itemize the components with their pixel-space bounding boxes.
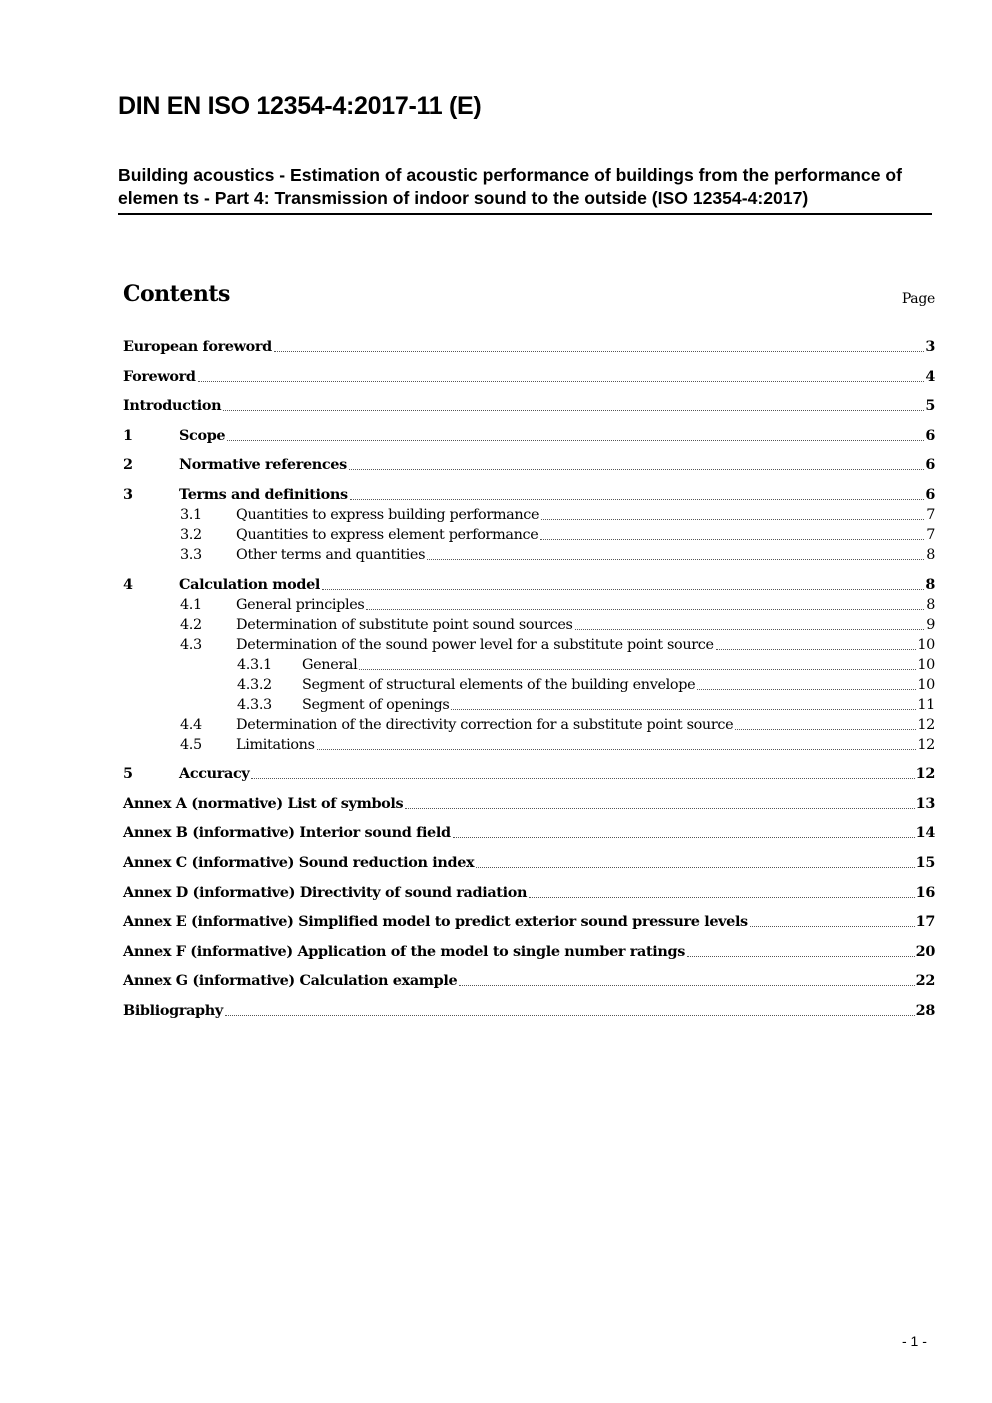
- toc-entry-text: Annex B (informative) Interior sound field: [123, 824, 451, 842]
- toc-entry-text: Annex A (normative) List of symbols: [123, 794, 404, 812]
- dot-leader: [716, 648, 917, 650]
- toc-entry-text: Determination of substitute point sound sources: [236, 616, 573, 633]
- dot-leader: [697, 688, 916, 690]
- toc-entry-text: Determination of the directivity correction for a substitute point source: [236, 716, 734, 733]
- toc-entry-number: 4.2: [180, 616, 202, 633]
- dot-leader: [575, 628, 924, 630]
- toc-entry[interactable]: [123, 484, 935, 504]
- dot-leader: [687, 955, 915, 957]
- toc-entry-number: 3.1: [180, 506, 202, 523]
- dot-leader: [223, 409, 924, 411]
- toc-entry-annex[interactable]: [123, 852, 935, 872]
- toc-entry-page: 4: [925, 367, 935, 385]
- toc-subentry[interactable]: [123, 544, 935, 564]
- toc-entry-number: 2: [123, 456, 133, 474]
- dot-leader: [405, 807, 914, 809]
- toc-entry-page: 6: [925, 456, 935, 474]
- toc-entry-number: 4.5: [180, 736, 202, 753]
- toc-entry-page: 20: [915, 942, 935, 960]
- toc-entry-annex[interactable]: [123, 793, 935, 813]
- toc-subentry[interactable]: [123, 594, 935, 614]
- toc-entry-annex[interactable]: [123, 911, 935, 931]
- toc-entry-bibliography[interactable]: [123, 1000, 935, 1020]
- toc-subentry[interactable]: [123, 734, 935, 754]
- dot-leader: [540, 538, 924, 540]
- toc-subsubentry[interactable]: [123, 674, 935, 694]
- dot-leader: [735, 728, 916, 730]
- dot-leader: [541, 518, 924, 520]
- toc-entry-text: Annex G (informative) Calculation example: [123, 972, 458, 990]
- page-column-label: Page: [901, 291, 935, 307]
- toc-entry[interactable]: [123, 425, 935, 445]
- toc-entry-text: Foreword: [123, 367, 196, 385]
- dot-leader: [350, 498, 924, 500]
- toc-entry-number: 3.3: [180, 546, 202, 563]
- dot-leader: [198, 380, 924, 382]
- toc-entry[interactable]: [123, 336, 935, 356]
- dot-leader: [251, 777, 914, 779]
- dot-leader: [225, 1014, 915, 1016]
- toc-entry-text: European foreword: [123, 338, 272, 355]
- toc-entry-annex[interactable]: [123, 882, 935, 902]
- toc-entry-number: 4.1: [180, 596, 202, 613]
- toc-entry-number: 4.3.1: [237, 656, 272, 673]
- toc-entry-page: 28: [915, 1001, 935, 1019]
- toc-entry-page: 6: [925, 485, 935, 503]
- table-of-contents: [123, 336, 935, 1020]
- toc-entry-text: Normative references: [179, 456, 347, 474]
- dot-leader: [359, 668, 916, 670]
- toc-entry-page: 8: [925, 575, 935, 593]
- toc-entry-number: 4.3: [180, 636, 202, 653]
- toc-entry-page: 17: [915, 913, 935, 931]
- dot-leader: [349, 468, 924, 470]
- toc-entry-number: 4: [123, 575, 133, 593]
- toc-entry-page: 11: [917, 696, 935, 713]
- toc-subentry[interactable]: [123, 634, 935, 654]
- document-subtitle: Building acoustics - Estimation of acoustic performance of buildings from the performance of elemen ts - Part 4: Transmission of indoor sound to the outside (ISO 12354-4:2017): [118, 164, 932, 215]
- toc-entry-text: Accuracy: [179, 765, 250, 783]
- dot-leader: [459, 984, 914, 986]
- toc-entry-page: 10: [917, 656, 935, 673]
- toc-entry-number: 4.4: [180, 716, 202, 733]
- toc-entry-page: 22: [915, 972, 935, 990]
- toc-entry-page: 8: [926, 546, 935, 563]
- toc-entry-page: 16: [915, 883, 935, 901]
- toc-entry[interactable]: [123, 574, 935, 594]
- toc-entry-page: 7: [926, 526, 935, 543]
- toc-entry-text: Segment of structural elements of the building envelope: [302, 676, 696, 693]
- toc-entry-annex[interactable]: [123, 941, 935, 961]
- dot-leader: [529, 896, 915, 898]
- toc-entry[interactable]: [123, 395, 935, 415]
- toc-entry-text: Annex E (informative) Simplified model to predict exterior sound pressure levels: [123, 913, 748, 931]
- toc-entry-text: Calculation model: [179, 575, 321, 593]
- toc-entry-text: Annex F (informative) Application of the model to single number ratings: [123, 942, 686, 960]
- toc-entry[interactable]: [123, 366, 935, 386]
- toc-entry-text: Quantities to express building performance: [236, 506, 540, 523]
- toc-entry-text: Annex C (informative) Sound reduction index: [123, 853, 475, 871]
- toc-entry-text: Determination of the sound power level for a substitute point source: [236, 636, 714, 653]
- toc-entry-number: 5: [123, 765, 133, 783]
- toc-entry-text: Quantities to express element performance: [236, 526, 539, 543]
- toc-entry-text: Limitations: [236, 736, 315, 753]
- toc-entry[interactable]: [123, 454, 935, 474]
- toc-entry-text: Annex D (informative) Directivity of sound radiation: [123, 883, 528, 901]
- dot-leader: [453, 836, 915, 838]
- dot-leader: [322, 588, 924, 590]
- toc-entry-page: 13: [915, 794, 935, 812]
- dot-leader: [750, 925, 915, 927]
- toc-entry-page: 12: [915, 765, 935, 783]
- toc-entry-page: 12: [917, 716, 935, 733]
- toc-subentry[interactable]: [123, 504, 935, 524]
- dot-leader: [451, 708, 916, 710]
- toc-entry-page: 10: [917, 676, 935, 693]
- toc-entry-text: Other terms and quantities: [236, 546, 426, 563]
- toc-entry-text: Bibliography: [123, 1001, 223, 1019]
- toc-entry-page: 10: [917, 636, 935, 653]
- toc-entry-text: General: [302, 656, 358, 673]
- toc-entry-number: 4.3.2: [237, 676, 272, 693]
- contents-heading: Contents: [123, 281, 230, 307]
- toc-entry-annex[interactable]: [123, 822, 935, 842]
- dot-leader: [317, 748, 917, 750]
- toc-entry-number: 3: [123, 485, 133, 503]
- toc-entry-page: 7: [926, 506, 935, 523]
- toc-entry-text: Terms and definitions: [179, 485, 348, 503]
- toc-entry-page: 9: [926, 616, 935, 633]
- toc-entry-annex[interactable]: [123, 970, 935, 990]
- toc-subsubentry[interactable]: [123, 694, 935, 714]
- dot-leader: [227, 439, 924, 441]
- toc-subsubentry[interactable]: [123, 654, 935, 674]
- toc-entry-number: 4.3.3: [237, 696, 272, 713]
- toc-entry-text: Introduction: [123, 397, 222, 415]
- toc-entry-text: Segment of openings: [302, 696, 450, 713]
- toc-entry-page: 3: [925, 338, 935, 355]
- toc-subentry[interactable]: [123, 524, 935, 544]
- dot-leader: [476, 866, 914, 868]
- page-number: - 1 -: [902, 1333, 927, 1349]
- toc-entry-page: 15: [915, 853, 935, 871]
- toc-entry-text: General principles: [236, 596, 365, 613]
- toc-entry-page: 6: [925, 426, 935, 444]
- toc-entry-page: 5: [925, 397, 935, 415]
- dot-leader: [274, 350, 924, 352]
- toc-entry[interactable]: [123, 763, 935, 783]
- toc-entry-text: Scope: [179, 426, 226, 444]
- toc-entry-page: 12: [917, 736, 935, 753]
- document-title: DIN EN ISO 12354-4:2017-11 (E): [118, 92, 482, 120]
- toc-entry-number: 1: [123, 426, 133, 444]
- toc-entry-page: 14: [915, 824, 935, 842]
- toc-subentry[interactable]: [123, 614, 935, 634]
- toc-entry-number: 3.2: [180, 526, 202, 543]
- dot-leader: [366, 608, 924, 610]
- toc-entry-page: 8: [926, 596, 935, 613]
- toc-subentry[interactable]: [123, 714, 935, 734]
- dot-leader: [427, 558, 924, 560]
